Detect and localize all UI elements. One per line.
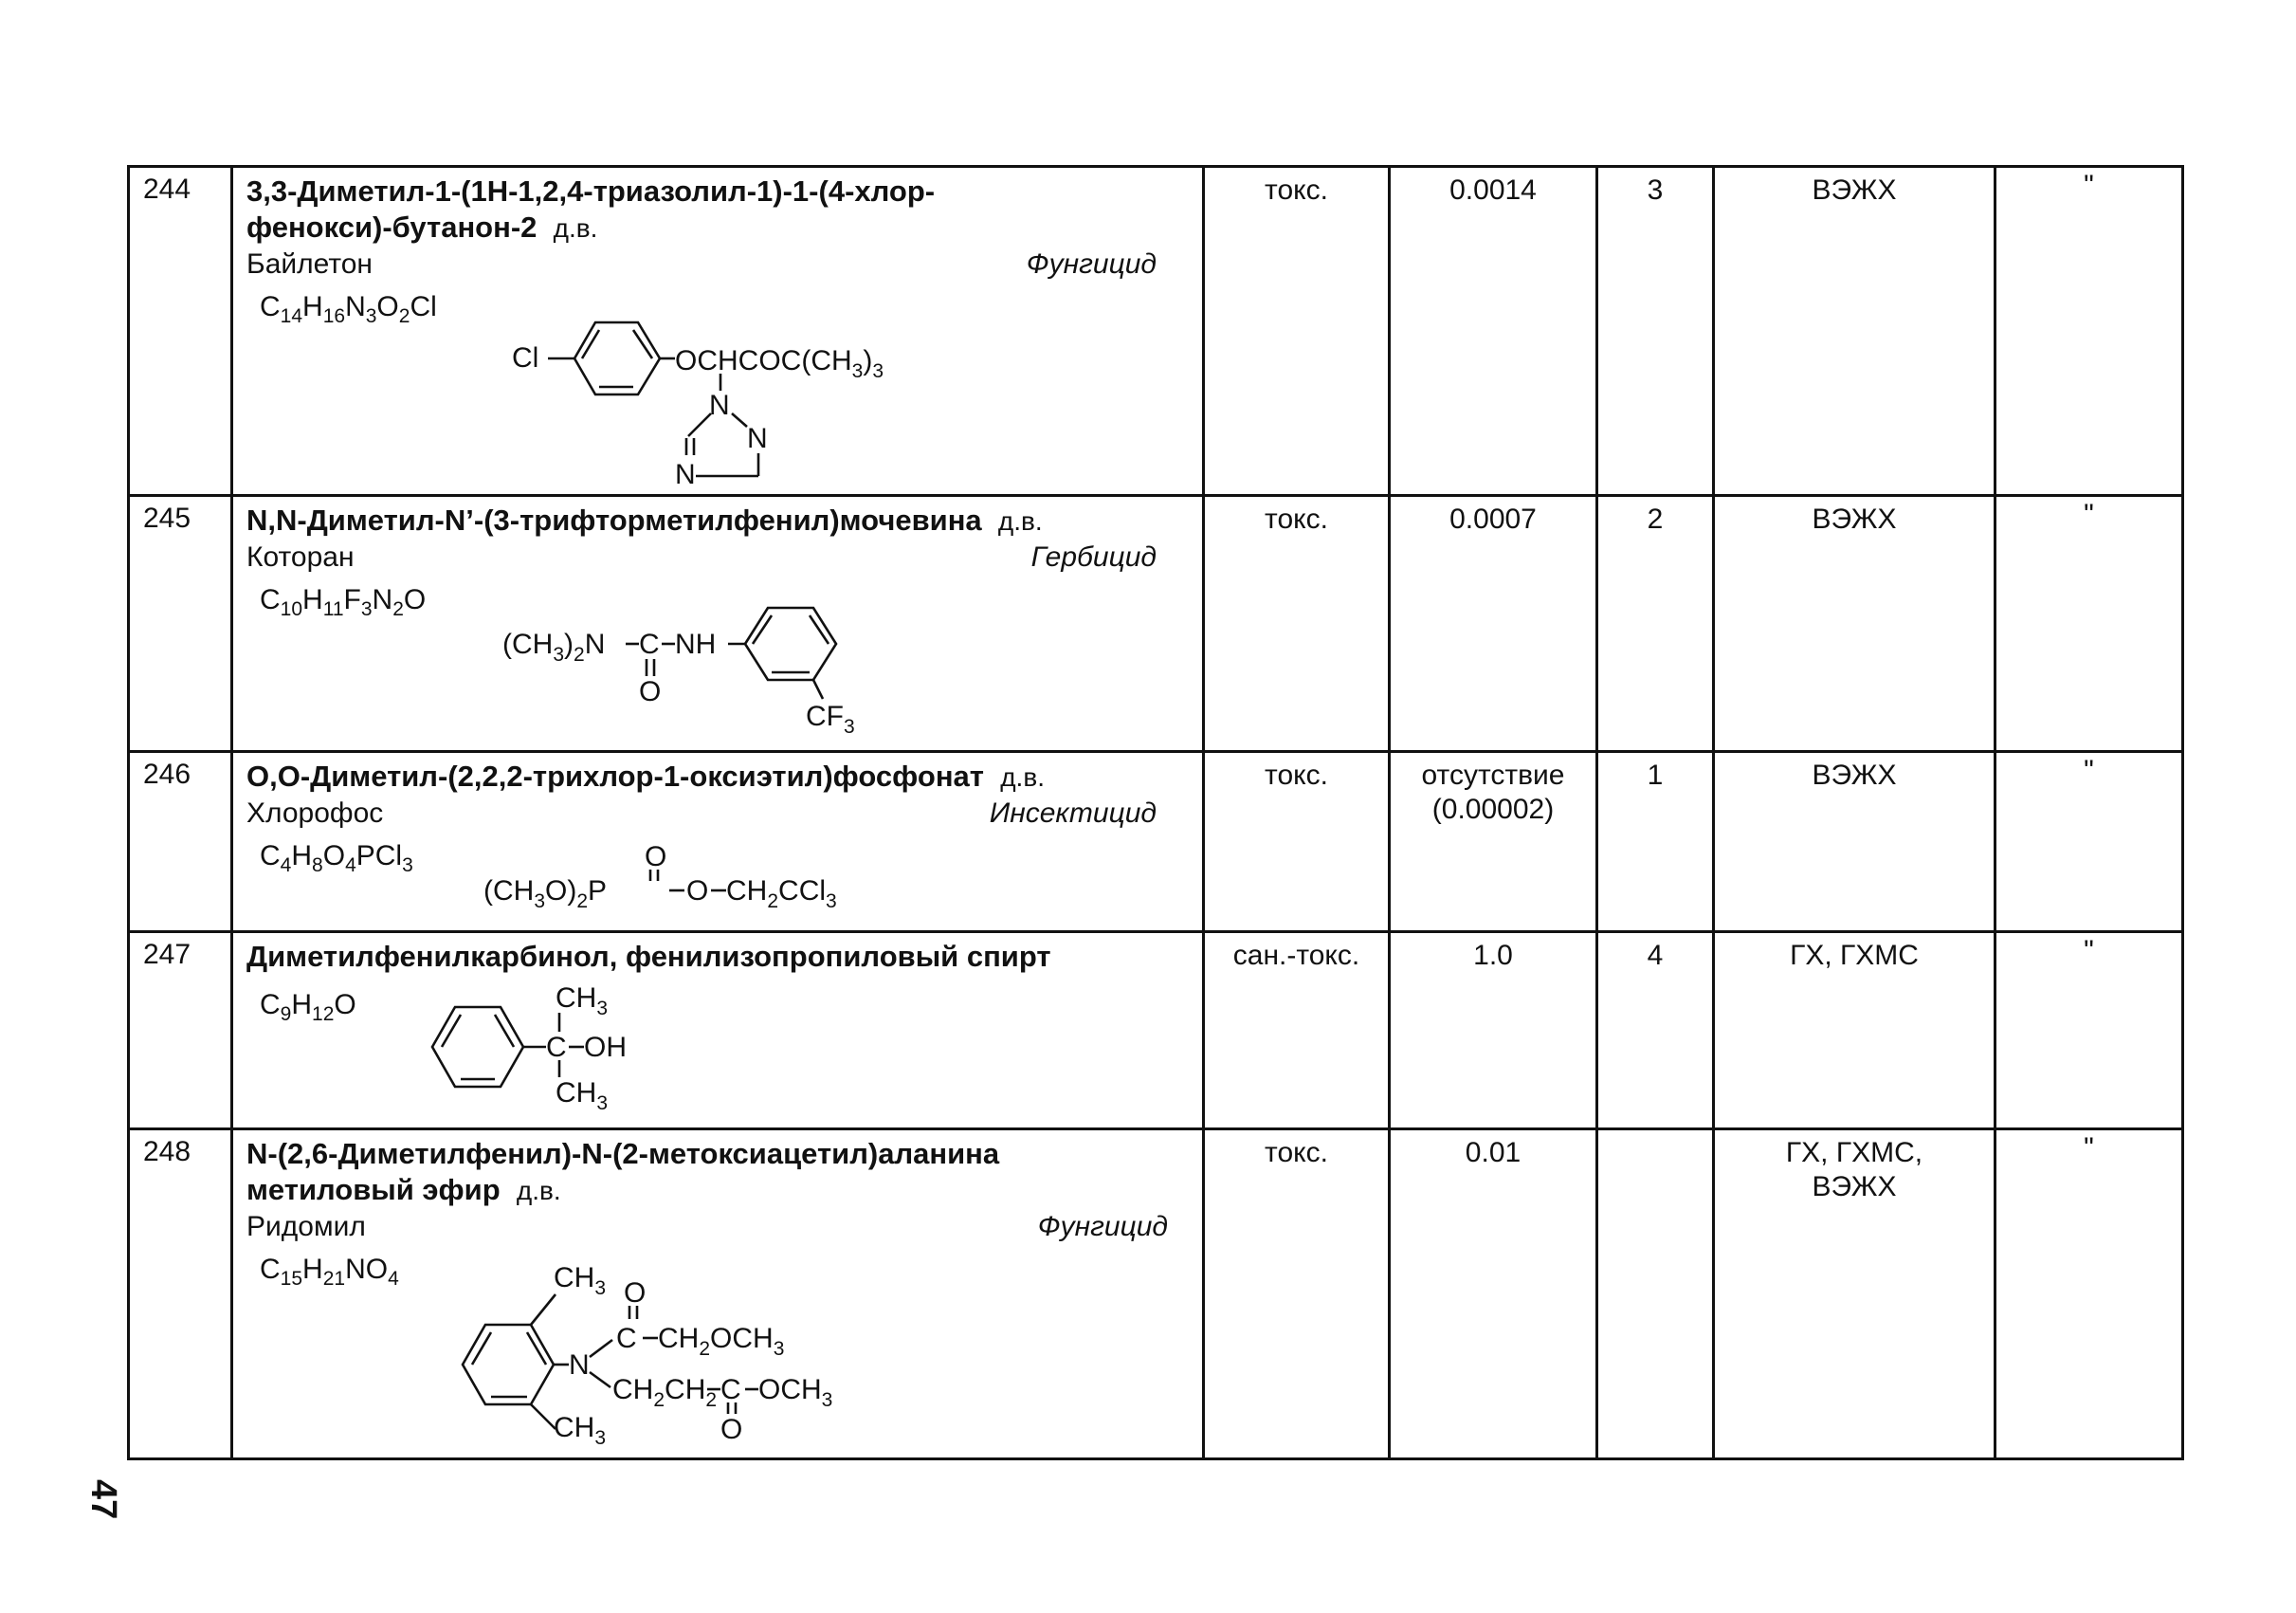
substance-cell (232, 1129, 1204, 1459)
ditto-cell: " (1995, 167, 2183, 496)
molecular-formula: $C_{14}H_{16}N_3O_2Cl$ (260, 291, 437, 327)
ditto-cell: " (1995, 932, 2183, 1129)
row-number: 244 (143, 174, 191, 205)
svg-text:O: O (686, 875, 709, 907)
svg-text:O: O (624, 1277, 647, 1309)
method-cell: ВЭЖХ (1714, 167, 1995, 496)
name-line: 3,3-Диметил-1-(1Н-1,2,4-триазолил-1)-1-(4-хлор- (246, 174, 936, 208)
category-label: Инсектицид (989, 797, 1157, 829)
hazard-type-cell: токс. (1204, 752, 1390, 932)
hazard-type-cell: токс. (1204, 496, 1390, 752)
svg-text:O: O (645, 841, 667, 872)
dv-label: д.в. (553, 213, 598, 243)
ditto-cell: " (1995, 496, 2183, 752)
table-row (129, 752, 2183, 932)
molecular-formula: $C_4H_8O_4PCl_3$ (260, 840, 413, 876)
molecular-formula: $C_{15}H_{21}NO_4$ (260, 1254, 399, 1290)
row-number: 246 (143, 759, 191, 790)
hazard-class-cell (1597, 1129, 1714, 1459)
row-number-cell (129, 496, 232, 752)
page-number: 47 (83, 1479, 123, 1520)
svg-text:C: C (720, 1374, 741, 1405)
substance-name (246, 939, 1193, 975)
table-row (129, 1129, 2183, 1459)
svg-text:N: N (709, 390, 730, 421)
svg-text:(CH3)2N: $(CH_3)_2N$ (502, 629, 606, 666)
method-cell: ВЭЖХ (1714, 752, 1995, 932)
trade-name: Ридомил (246, 1211, 366, 1242)
row-number: 245 (143, 503, 191, 534)
dv-label: д.в. (1000, 762, 1045, 792)
molecular-formula: $C_{10}H_{11}F_3N_2O$ (260, 584, 427, 620)
svg-text:CH3: $CH_3$ (556, 982, 609, 1019)
ditto-cell: " (1995, 752, 2183, 932)
svg-text:C: C (546, 1032, 567, 1063)
table-row (129, 167, 2183, 496)
ditto-cell: " (1995, 1129, 2183, 1459)
svg-text:CH2OCH3: $CH_2OCH_3$ (658, 1323, 785, 1360)
svg-text:CH3: $CH_3$ (554, 1412, 607, 1449)
value-cell: 0.0007 (1390, 496, 1597, 752)
svg-text:N: N (569, 1349, 590, 1381)
category-label: Фунгицид (1037, 1211, 1168, 1242)
svg-text:NH: NH (675, 629, 717, 660)
hazard-type-cell: токс. (1204, 167, 1390, 496)
svg-text:CF3: $CF_3$ (806, 701, 855, 738)
trade-name: Хлорофос (246, 797, 384, 829)
name-line: N,N-Диметил-N’-(3-трифторметилфенил)мочевина (246, 504, 982, 537)
hazard-class-cell: 1 (1597, 752, 1714, 932)
dv-label: д.в. (516, 1176, 561, 1205)
svg-text:CH3: $CH_3$ (554, 1262, 607, 1299)
hazard-class-cell: 2 (1597, 496, 1714, 752)
method-cell: ГХ, ГХМС, ВЭЖХ (1714, 1129, 1995, 1459)
svg-text:N: N (675, 459, 696, 490)
name-line: метиловый эфир (246, 1173, 501, 1206)
dv-label: д.в. (997, 506, 1043, 536)
trade-name: Байлетон (246, 248, 373, 280)
table-row (129, 496, 2183, 752)
substance-name (246, 1136, 1193, 1209)
svg-text:CH2CCl3: $CH_2CCl_3$ (726, 875, 837, 912)
svg-text:O: O (639, 676, 662, 707)
svg-text:OCH3: $OCH_3$ (758, 1374, 833, 1411)
substance-name (246, 503, 1193, 540)
name-line: О,О-Диметил-(2,2,2-трихлор-1-оксиэтил)фосфонат (246, 760, 984, 793)
hazard-type-cell: сан.-токс. (1204, 932, 1390, 1129)
category-label: Гербицид (1030, 541, 1157, 573)
substance-cell (232, 752, 1204, 932)
category-label: Фунгицид (1026, 248, 1157, 280)
svg-text:(CH3O)2P: $(CH_3O)_2P$ (483, 875, 608, 912)
svg-text:O: O (720, 1414, 743, 1445)
svg-text:N: N (747, 423, 768, 454)
svg-text:CH2CH2: $CH_2CH_2$ (612, 1374, 718, 1411)
row-number-cell (129, 752, 232, 932)
substance-name (246, 174, 1193, 247)
substances-table (127, 165, 2184, 1460)
svg-text:OH: OH (584, 1032, 627, 1063)
method-cell: ГХ, ГХМС (1714, 932, 1995, 1129)
hazard-class-cell: 4 (1597, 932, 1714, 1129)
value-cell: 0.0014 (1390, 167, 1597, 496)
hazard-class-cell: 3 (1597, 167, 1714, 496)
row-number: 248 (143, 1136, 191, 1167)
hazard-type-cell: токс. (1204, 1129, 1390, 1459)
svg-text:CH3: $CH_3$ (556, 1077, 609, 1114)
value-cell: 0.01 (1390, 1129, 1597, 1459)
substance-cell (232, 932, 1204, 1129)
row-number-cell (129, 167, 232, 496)
substance-cell (232, 167, 1204, 496)
row-number-cell (129, 932, 232, 1129)
value-cell: 1.0 (1390, 932, 1597, 1129)
substance-name (246, 759, 1193, 796)
name-line: N-(2,6-Диметилфенил)-N-(2-метоксиацетил)аланина (246, 1137, 1000, 1170)
structural-formula (246, 982, 1100, 1114)
trade-name: Которан (246, 541, 355, 573)
svg-text:C: C (639, 629, 660, 660)
row-number: 247 (143, 939, 191, 970)
svg-text:OCHCOC(CH3)3: $OCHCOC(CH_3)_3$ (675, 345, 884, 382)
svg-text:C: C (616, 1323, 637, 1354)
row-number-cell (129, 1129, 232, 1459)
method-cell: ВЭЖХ (1714, 496, 1995, 752)
structural-formula (246, 615, 1100, 739)
value-cell: отсутствие (0.00002) (1390, 752, 1597, 932)
name-line: Диметилфенилкарбинол, фенилизопропиловый спирт (246, 940, 1051, 973)
substance-cell (232, 496, 1204, 752)
table-row (129, 932, 2183, 1129)
molecular-formula: $C_9H_{12}O$ (260, 989, 356, 1025)
svg-text:Cl: Cl (512, 342, 539, 374)
name-line: фенокси)-бутанон-2 (246, 211, 538, 244)
